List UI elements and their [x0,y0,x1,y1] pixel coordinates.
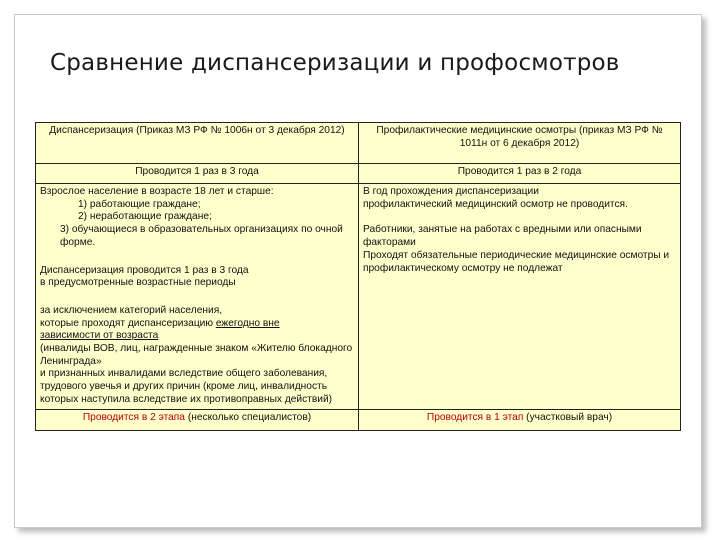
details-dispensarization [36,184,359,410]
rule-text: В год прохождения диспансеризации [363,186,539,197]
frequency-preventive-exams: Проводится 1 раз в 2 года [359,164,681,184]
frequency-dispensarization: Проводится 1 раз в 3 года [36,164,359,184]
comparison-table [35,122,681,431]
rule-text: профилактическому осмотру не подлежат [363,262,563,274]
header-preventive-exams: Профилактические медицинские осмотры (приказ МЗ РФ № 1011н от 6 декабря 2012) [359,123,681,164]
exception-groups: (инвалиды ВОВ, лиц, награжденные знаком «Жителю блокадного Ленинграда» [40,343,353,367]
rule-text: Работники, занятые на работах с вредными или опасными факторами [363,224,642,249]
periodicity-text: в предусмотренные возрастные периоды [40,277,236,289]
population-item: 2) неработающие граждане; [78,211,212,223]
exception-text: которые проходят диспансеризацию ежегодно вне [40,317,280,329]
rule-text: профилактический медицинский осмотр не проводится. [363,198,628,210]
stages-dispensarization: Проводится в 2 этапа (несколько специалистов) [36,409,359,430]
stages-row [36,409,681,430]
population-intro: Взрослое население в возрасте 18 лет и старше: [40,186,274,197]
exception-disabled: и признанных инвалидами вследствие общего заболевания, трудового увечья и других причин (кроме лиц, инвалидность которых наступила вследствие их противоправных действий) [40,368,333,405]
rule-text: Проходят обязательные периодические медицинские осмотры и [363,249,670,261]
table-header-row [36,123,681,164]
exception-text: зависимости от возраста [40,330,159,342]
exception-text: за исключением категорий населения, [40,304,223,316]
details-row [36,184,681,410]
population-item: 3) обучающиеся в образовательных организациях по очной форме. [60,224,343,248]
details-preventive-exams [359,184,681,410]
frequency-row [36,164,681,184]
stages-preventive-exams: Проводится в 1 этап (участковый врач) [359,409,681,430]
header-dispensarization: Диспансеризация (Приказ МЗ РФ № 1006н от 3 декабря 2012) [36,123,359,164]
periodicity-text: Диспансеризация проводится 1 раз в 3 года [40,264,249,276]
population-item: 1) работающие граждане; [78,198,201,210]
slide-title: Сравнение диспансеризации и профосмотров [50,50,620,76]
